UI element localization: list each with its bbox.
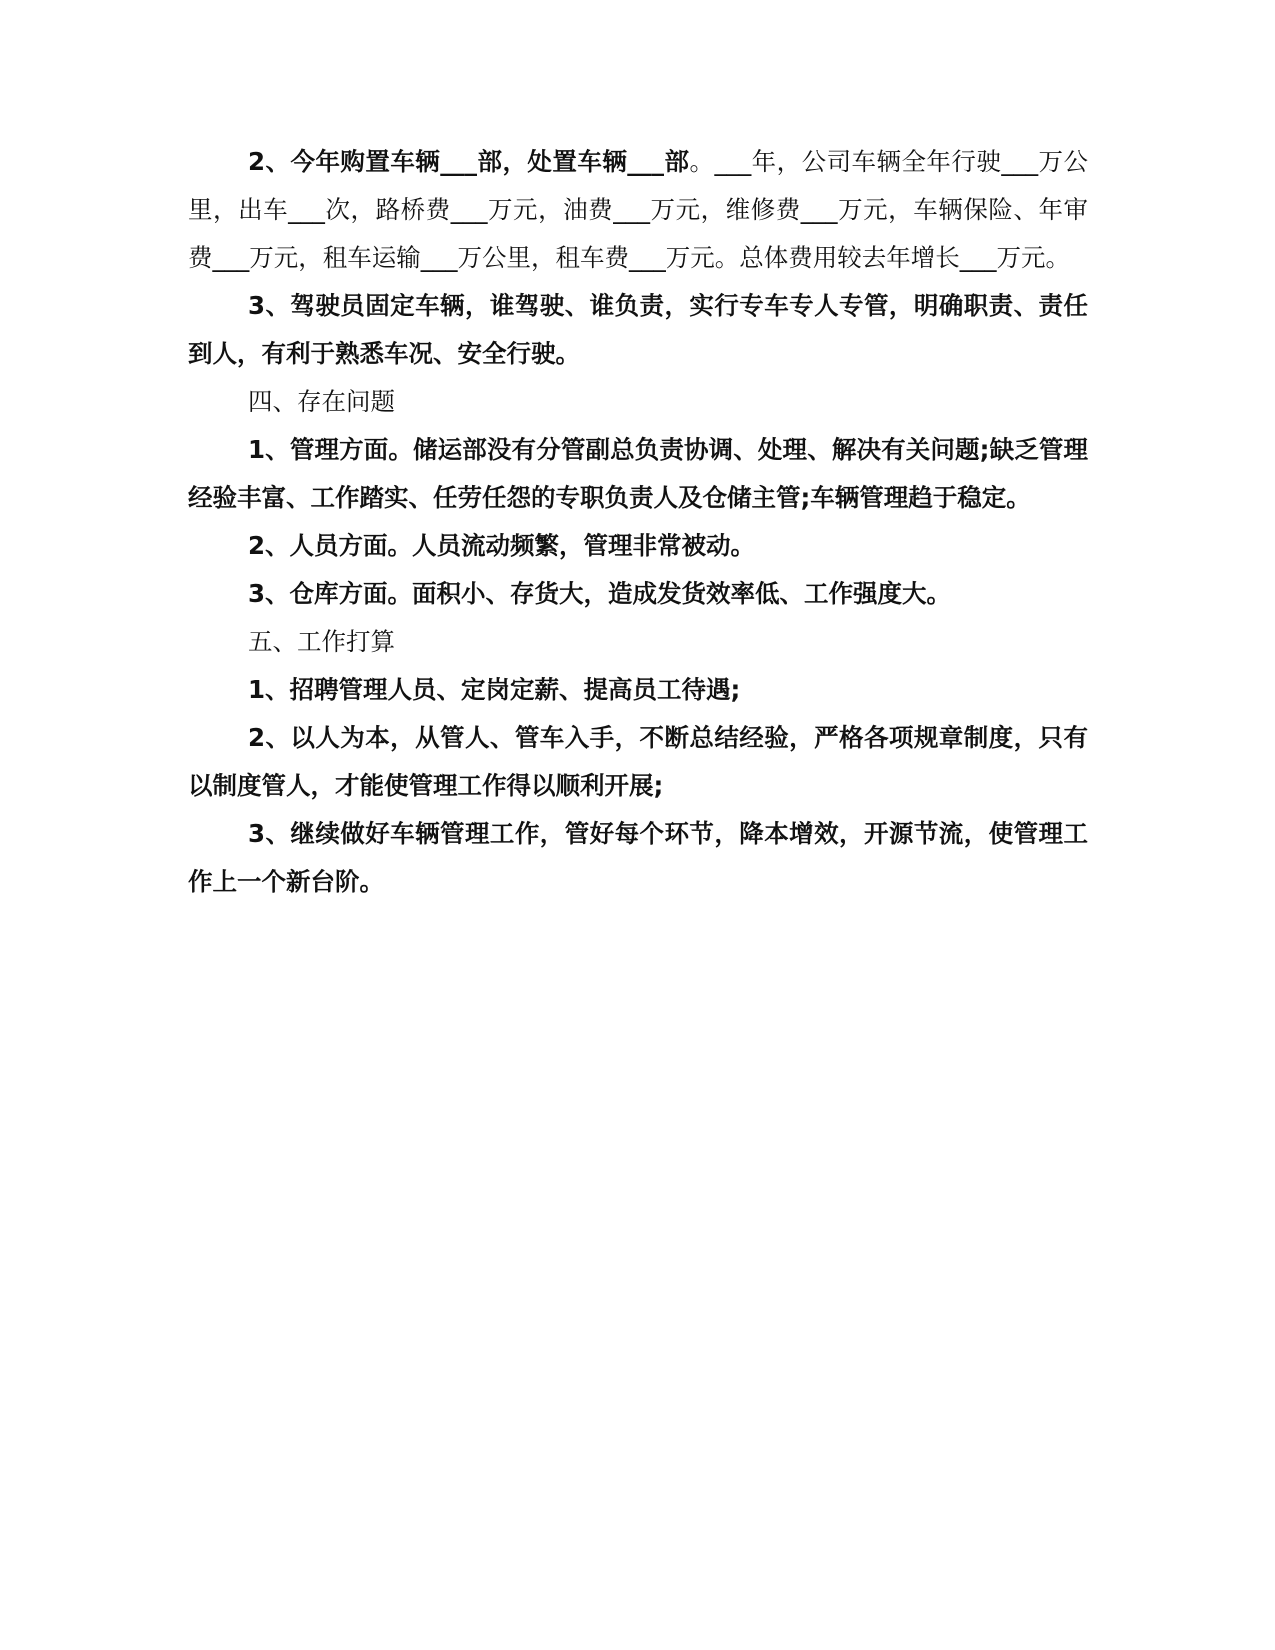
paragraph-vehicle-stats-bold: 2、今年购置车辆___部，处置车辆___部 [248,147,690,176]
paragraph-plan-vehicles: 3、继续做好车辆管理工作，管好每个环节，降本增效，开源节流，使管理工作上一个新台阶。 [188,819,1088,896]
paragraph-staff-problem: 2、人员方面。人员流动频繁，管理非常被动。 [248,531,756,560]
paragraph-warehouse-problem: 3、仓库方面。面积小、存货大，造成发货效率低、工作强度大。 [248,579,952,608]
section-heading-problems: 四、存在问题 [248,387,395,416]
section-heading-plans: 五、工作打算 [248,627,395,656]
document-page [188,138,1088,906]
paragraph-vehicle-stats-rest: 。___年，公司车辆全年行驶___万公里，出车___次，路桥费___万元，油费___万元，维修费___万元，车辆保险、年审费___万元，租车运输___万公里，租车费___万元。总体费用较去年增长___万元。 [188,147,1089,272]
paragraph-driver-responsibility: 3、驾驶员固定车辆，谁驾驶、谁负责，实行专车专人专管，明确职责、责任到人，有利于熟悉车况、安全行驶。 [188,291,1088,368]
paragraph-plan-people: 2、以人为本，从管人、管车入手，不断总结经验，严格各项规章制度，只有以制度管人，才能使管理工作得以顺利开展; [188,723,1088,800]
paragraph-management-problem: 1、管理方面。储运部没有分管副总负责协调、处理、解决有关问题;缺乏管理经验丰富、工作踏实、任劳任怨的专职负责人及仓储主管;车辆管理趋于稳定。 [188,435,1088,512]
paragraph-plan-recruit: 1、招聘管理人员、定岗定薪、提高员工待遇; [248,675,741,704]
paragraph-vehicle-stats [188,138,1088,282]
